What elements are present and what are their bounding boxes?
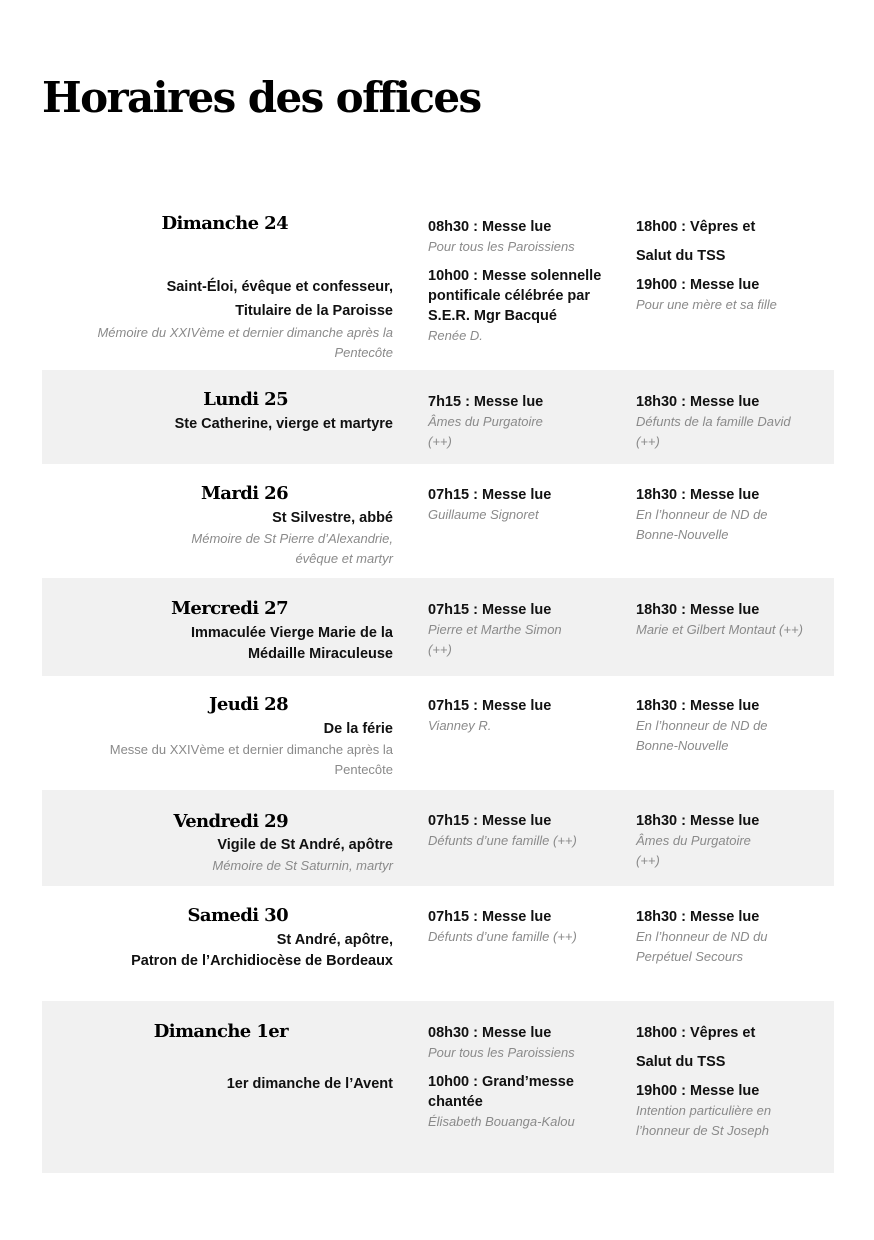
service-time: 18h00 : Vêpres et Salut du TSS — [636, 219, 756, 264]
page-title: Horaires des offices — [42, 73, 481, 122]
service-time: 07h15 : Messe lue — [428, 487, 552, 503]
feast-block — [42, 508, 393, 569]
day-row-samedi-30 — [42, 886, 834, 1001]
service-intention: Pierre et Marthe Simon (++) — [428, 622, 562, 657]
feast-title: 1er dimanche de l’Avent — [226, 1076, 393, 1092]
service-time: 07h15 : Messe lue — [428, 698, 552, 714]
feast-block — [42, 414, 393, 435]
day-name: Samedi 30 — [187, 905, 288, 926]
feast-title: Vigile de St André, apôtre — [217, 837, 393, 853]
service-intention: Défunts d’une famille (++) — [428, 929, 577, 944]
morning-services — [428, 907, 620, 947]
feast-block — [42, 275, 393, 363]
service-time: 18h30 : Messe lue — [636, 909, 760, 925]
service-entry — [636, 213, 832, 271]
commemoration: Messe du XXIVème et dernier dimanche après la Pentecôte — [109, 742, 393, 777]
service-time: 7h15 : Messe lue — [428, 394, 544, 410]
service-intention: Renée D. — [428, 328, 483, 343]
morning-services — [428, 811, 620, 851]
day-name: Mardi 26 — [200, 483, 288, 504]
feast-title: St André, apôtre, — [276, 932, 393, 948]
day-row-vendredi-29 — [42, 790, 834, 886]
service-time: 18h30 : Messe lue — [636, 813, 760, 829]
service-intention: Âmes du Purgatoire (++) — [636, 833, 751, 868]
day-row-mardi-26 — [42, 464, 834, 578]
feast-title: Saint-Éloi, évêque et confesseur, — [166, 279, 393, 295]
service-intention: Marie et Gilbert Montaut (++) — [636, 622, 803, 637]
service-time: 10h00 : Messe solennelle pontificale célébrée par S.E.R. Mgr Bacqué — [428, 268, 602, 324]
service-time: 07h15 : Messe lue — [428, 813, 552, 829]
service-intention: Âmes du Purgatoire (++) — [428, 414, 543, 449]
service-intention: Pour une mère et sa fille — [636, 297, 777, 312]
feast-block — [42, 623, 393, 665]
day-name: Mercredi 27 — [171, 598, 288, 619]
evening-services — [636, 392, 832, 452]
feast-block — [42, 835, 393, 876]
commemoration: Mémoire de St Pierre d’Alexandrie, évêque et martyr — [191, 531, 393, 566]
service-entry — [428, 217, 620, 257]
feast-title: Patron de l’Archidiocèse de Bordeaux — [131, 953, 393, 969]
day-name: Jeudi 28 — [209, 694, 288, 715]
service-time: 08h30 : Messe lue — [428, 1025, 552, 1041]
morning-services — [428, 1023, 620, 1141]
day-name: Lundi 25 — [203, 389, 288, 410]
service-intention: Défunts d’une famille (++) — [428, 833, 577, 848]
feast-title: De la férie — [323, 721, 393, 737]
morning-services — [428, 217, 620, 355]
service-time: 19h00 : Messe lue — [636, 277, 760, 293]
evening-services — [636, 811, 832, 871]
service-intention: En l’honneur de ND de Bonne-Nouvelle — [636, 718, 768, 753]
service-entry — [636, 1019, 832, 1077]
service-intention: Élisabeth Bouanga-Kalou — [428, 1114, 575, 1129]
service-time: 18h30 : Messe lue — [636, 602, 760, 618]
feast-block — [42, 1074, 393, 1095]
feast-title: Ste Catherine, vierge et martyre — [174, 416, 393, 432]
service-time: 07h15 : Messe lue — [428, 602, 552, 618]
service-time: 18h30 : Messe lue — [636, 394, 760, 410]
day-name: Dimanche 1er — [153, 1021, 288, 1042]
service-entry — [428, 1072, 620, 1132]
evening-services — [636, 485, 832, 545]
morning-services — [428, 485, 620, 525]
evening-services — [636, 907, 832, 967]
service-intention: Intention particulière en l’honneur de St Joseph — [636, 1103, 772, 1138]
service-time: 18h30 : Messe lue — [636, 698, 760, 714]
feast-block — [42, 930, 393, 972]
service-intention: Guillaume Signoret — [428, 507, 539, 522]
day-row-dimanche-24 — [42, 200, 834, 370]
service-entry — [428, 1023, 620, 1063]
day-row-jeudi-28 — [42, 676, 834, 790]
morning-services — [428, 392, 620, 452]
feast-block — [42, 719, 393, 780]
morning-services — [428, 600, 620, 660]
service-time: 18h00 : Vêpres et Salut du TSS — [636, 1025, 756, 1070]
service-time: 19h00 : Messe lue — [636, 1083, 760, 1099]
day-row-dimanche-1er — [42, 1001, 834, 1173]
service-time: 07h15 : Messe lue — [428, 909, 552, 925]
service-intention: Vianney R. — [428, 718, 492, 733]
commemoration: Mémoire du XXIVème et dernier dimanche après la Pentecôte — [97, 325, 393, 360]
service-time: 08h30 : Messe lue — [428, 219, 552, 235]
day-row-lundi-25 — [42, 370, 834, 464]
service-intention: En l’honneur de ND de Bonne-Nouvelle — [636, 507, 768, 542]
service-intention: En l’honneur de ND du Perpétuel Secours — [636, 929, 768, 964]
evening-services — [636, 213, 832, 324]
service-intention: Pour tous les Paroissiens — [428, 239, 575, 254]
evening-services — [636, 1019, 832, 1150]
day-name: Dimanche 24 — [161, 213, 288, 234]
service-time: 10h00 : Grand’messe chantée — [428, 1074, 574, 1110]
feast-title: Immaculée Vierge Marie de la — [190, 625, 393, 641]
day-row-mercredi-27 — [42, 578, 834, 676]
feast-title: St Silvestre, abbé — [272, 510, 393, 526]
commemoration: Mémoire de St Saturnin, martyr — [212, 858, 393, 873]
feast-title: Médaille Miraculeuse — [247, 646, 393, 662]
service-entry — [636, 1077, 832, 1141]
service-entry — [428, 266, 620, 346]
service-intention: Défunts de la famille David (++) — [636, 414, 791, 449]
evening-services — [636, 600, 832, 640]
service-time: 18h30 : Messe lue — [636, 487, 760, 503]
feast-title: Titulaire de la Paroisse — [235, 303, 393, 319]
day-name: Vendredi 29 — [173, 811, 288, 832]
service-entry — [636, 271, 832, 315]
evening-services — [636, 696, 832, 756]
morning-services — [428, 696, 620, 736]
service-intention: Pour tous les Paroissiens — [428, 1045, 575, 1060]
